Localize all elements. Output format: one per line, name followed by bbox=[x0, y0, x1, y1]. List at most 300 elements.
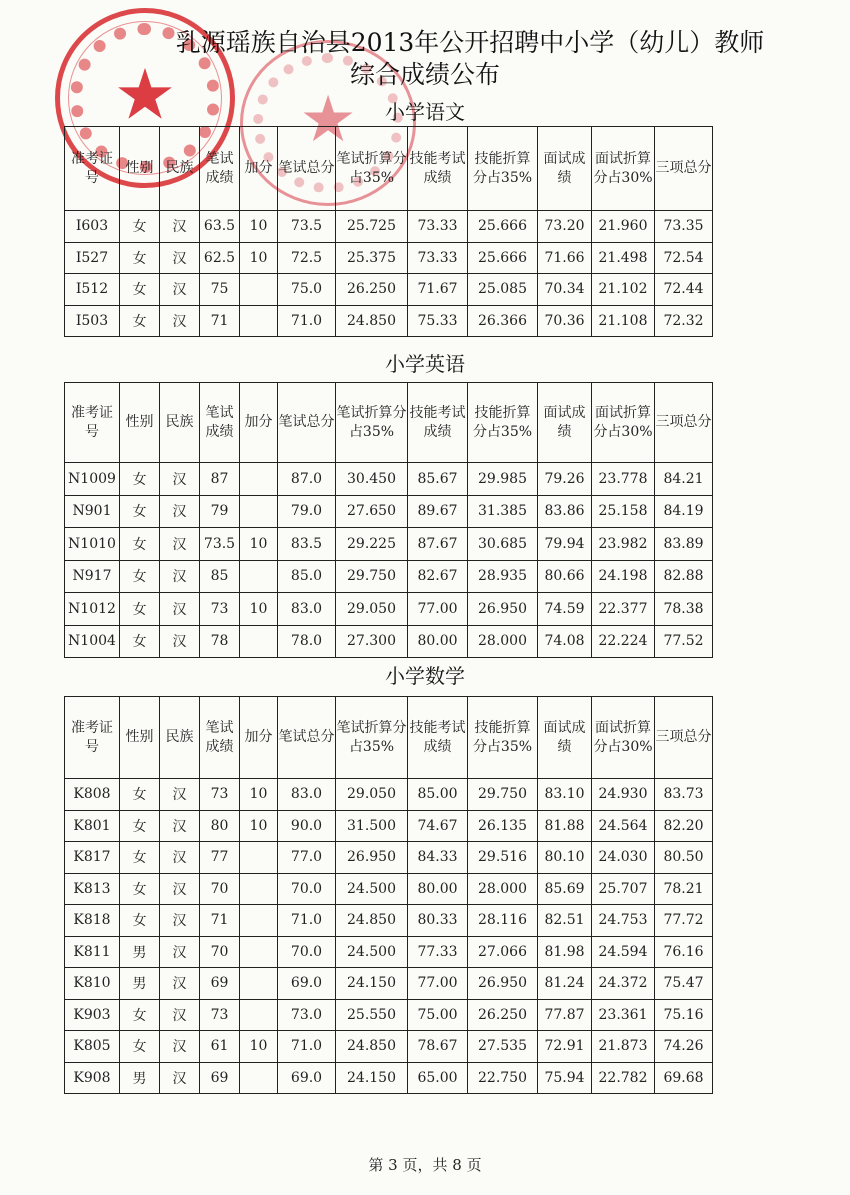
seal-star-icon: ★ bbox=[299, 82, 357, 157]
table-row bbox=[65, 495, 713, 528]
table-cell: 21.960 bbox=[592, 211, 655, 243]
table-cell: 汉 bbox=[160, 779, 200, 811]
table-cell: I503 bbox=[65, 305, 120, 337]
table-cell: 22.377 bbox=[592, 593, 655, 626]
table-cell: 84.21 bbox=[655, 463, 713, 496]
table-cell: 女 bbox=[120, 625, 160, 658]
table-cell: 77.0 bbox=[278, 842, 336, 874]
section-title-chinese: 小学语文 bbox=[385, 100, 465, 124]
table-cell: 87.0 bbox=[278, 463, 336, 496]
table-cell: 30.450 bbox=[336, 463, 408, 496]
column-header: 准考证号 bbox=[65, 127, 120, 211]
table-cell: 71 bbox=[200, 305, 240, 337]
table-cell: 75 bbox=[200, 274, 240, 306]
table-cell: K813 bbox=[65, 873, 120, 905]
table-cell: 69 bbox=[200, 968, 240, 1000]
column-header: 面试折算分占30% bbox=[592, 127, 655, 211]
table-cell: 71 bbox=[200, 905, 240, 937]
seal-star-icon: ★ bbox=[113, 53, 177, 136]
section-title-english: 小学英语 bbox=[385, 352, 465, 376]
table-cell: 81.24 bbox=[538, 968, 592, 1000]
table-cell: 女 bbox=[120, 779, 160, 811]
column-header: 技能折算分占35% bbox=[468, 697, 538, 779]
column-header: 三项总分 bbox=[655, 697, 713, 779]
table-cell: 25.666 bbox=[468, 242, 538, 274]
column-header: 面试成绩 bbox=[538, 383, 592, 463]
table-cell: K801 bbox=[65, 810, 120, 842]
table-cell: 80.00 bbox=[408, 625, 468, 658]
column-header: 技能考试成绩 bbox=[408, 697, 468, 779]
table-cell: 77.00 bbox=[408, 968, 468, 1000]
table-cell: 10 bbox=[240, 593, 278, 626]
table-cell: N1012 bbox=[65, 593, 120, 626]
table-cell: 74.08 bbox=[538, 625, 592, 658]
table-row bbox=[65, 905, 713, 937]
table-cell: 汉 bbox=[160, 593, 200, 626]
table-cell: 75.16 bbox=[655, 999, 713, 1031]
table-cell: 女 bbox=[120, 873, 160, 905]
table-cell: K805 bbox=[65, 1031, 120, 1063]
table-cell: 汉 bbox=[160, 560, 200, 593]
table-cell: 26.950 bbox=[468, 968, 538, 1000]
table-cell: 汉 bbox=[160, 1031, 200, 1063]
table-cell: 77.72 bbox=[655, 905, 713, 937]
table-cell bbox=[240, 905, 278, 937]
table-cell: 24.372 bbox=[592, 968, 655, 1000]
column-header: 民族 bbox=[160, 127, 200, 211]
table-cell: 28.116 bbox=[468, 905, 538, 937]
table-cell: 男 bbox=[120, 968, 160, 1000]
table-cell: 82.20 bbox=[655, 810, 713, 842]
table-cell: 75.33 bbox=[408, 305, 468, 337]
table-cell: 24.753 bbox=[592, 905, 655, 937]
table-cell: 24.594 bbox=[592, 936, 655, 968]
table-row bbox=[65, 463, 713, 496]
table-cell: 70 bbox=[200, 873, 240, 905]
table-cell: 80.66 bbox=[538, 560, 592, 593]
table-cell: 73.20 bbox=[538, 211, 592, 243]
column-header: 面试折算分占30% bbox=[592, 697, 655, 779]
table-cell: 31.500 bbox=[336, 810, 408, 842]
table-cell: 69.0 bbox=[278, 1062, 336, 1094]
table-cell: 女 bbox=[120, 274, 160, 306]
table-cell: 汉 bbox=[160, 968, 200, 1000]
table-cell: 女 bbox=[120, 211, 160, 243]
table-cell: 10 bbox=[240, 528, 278, 561]
table-cell: 83.0 bbox=[278, 593, 336, 626]
table-cell: 10 bbox=[240, 810, 278, 842]
table-cell bbox=[240, 936, 278, 968]
table-cell: 女 bbox=[120, 242, 160, 274]
table-cell: 87.67 bbox=[408, 528, 468, 561]
table-cell: 69 bbox=[200, 1062, 240, 1094]
table-cell: 24.198 bbox=[592, 560, 655, 593]
table-cell: 21.108 bbox=[592, 305, 655, 337]
table-cell: 25.085 bbox=[468, 274, 538, 306]
table-cell: 27.535 bbox=[468, 1031, 538, 1063]
table-cell: 29.985 bbox=[468, 463, 538, 496]
table-cell: 女 bbox=[120, 495, 160, 528]
table-cell: 78.0 bbox=[278, 625, 336, 658]
table-cell: 汉 bbox=[160, 810, 200, 842]
table-cell: 85.67 bbox=[408, 463, 468, 496]
table-cell: 77.87 bbox=[538, 999, 592, 1031]
table-cell: 24.850 bbox=[336, 1031, 408, 1063]
table-cell: 汉 bbox=[160, 905, 200, 937]
table-cell bbox=[240, 495, 278, 528]
table-cell bbox=[240, 305, 278, 337]
column-header: 三项总分 bbox=[655, 127, 713, 211]
table-cell: 25.707 bbox=[592, 873, 655, 905]
table-cell: 24.930 bbox=[592, 779, 655, 811]
table-row bbox=[65, 560, 713, 593]
table-cell: 汉 bbox=[160, 463, 200, 496]
table-cell: 62.5 bbox=[200, 242, 240, 274]
table-row bbox=[65, 842, 713, 874]
column-header: 技能折算分占35% bbox=[468, 383, 538, 463]
table-cell: 汉 bbox=[160, 873, 200, 905]
table-cell: K810 bbox=[65, 968, 120, 1000]
table-row bbox=[65, 274, 713, 306]
table-cell: 25.550 bbox=[336, 999, 408, 1031]
table-cell: 29.225 bbox=[336, 528, 408, 561]
table-header-row bbox=[65, 127, 713, 211]
table-cell: 男 bbox=[120, 936, 160, 968]
table-cell: 77.52 bbox=[655, 625, 713, 658]
column-header: 笔试成绩 bbox=[200, 697, 240, 779]
table-cell: N917 bbox=[65, 560, 120, 593]
table-cell: 73.5 bbox=[278, 211, 336, 243]
table-cell: 29.050 bbox=[336, 593, 408, 626]
column-header: 加分 bbox=[240, 127, 278, 211]
table-cell: 73 bbox=[200, 999, 240, 1031]
table-cell: 23.778 bbox=[592, 463, 655, 496]
table-cell: 汉 bbox=[160, 1062, 200, 1094]
table-cell: 21.873 bbox=[592, 1031, 655, 1063]
table-cell: 74.26 bbox=[655, 1031, 713, 1063]
table-cell: 70.0 bbox=[278, 936, 336, 968]
table-cell: 75.0 bbox=[278, 274, 336, 306]
column-header: 笔试折算分占35% bbox=[336, 383, 408, 463]
table-cell: 汉 bbox=[160, 528, 200, 561]
column-header: 笔试总分 bbox=[278, 697, 336, 779]
table-cell bbox=[240, 842, 278, 874]
table-cell: 29.516 bbox=[468, 842, 538, 874]
table-cell: 72.32 bbox=[655, 305, 713, 337]
table-cell: 72.91 bbox=[538, 1031, 592, 1063]
table-cell: 78.21 bbox=[655, 873, 713, 905]
table-cell: 80.00 bbox=[408, 873, 468, 905]
table-cell: 29.750 bbox=[468, 779, 538, 811]
table-cell: 24.850 bbox=[336, 905, 408, 937]
table-cell: 83.10 bbox=[538, 779, 592, 811]
table-cell: 83.86 bbox=[538, 495, 592, 528]
table-cell: 29.750 bbox=[336, 560, 408, 593]
table-cell: 28.935 bbox=[468, 560, 538, 593]
table-cell: 女 bbox=[120, 593, 160, 626]
table-cell: 84.19 bbox=[655, 495, 713, 528]
table-cell: 24.030 bbox=[592, 842, 655, 874]
table-cell: 79.94 bbox=[538, 528, 592, 561]
table-row bbox=[65, 593, 713, 626]
table-cell: 26.250 bbox=[468, 999, 538, 1031]
table-cell: 83.5 bbox=[278, 528, 336, 561]
table-row bbox=[65, 528, 713, 561]
table-cell: 26.135 bbox=[468, 810, 538, 842]
table-cell: K903 bbox=[65, 999, 120, 1031]
table-cell: 73.35 bbox=[655, 211, 713, 243]
table-cell: 10 bbox=[240, 242, 278, 274]
table-cell: 71.0 bbox=[278, 305, 336, 337]
column-header: 技能考试成绩 bbox=[408, 127, 468, 211]
table-cell: 79 bbox=[200, 495, 240, 528]
table-cell: 28.000 bbox=[468, 625, 538, 658]
table-header-row bbox=[65, 383, 713, 463]
table-cell: 82.51 bbox=[538, 905, 592, 937]
table-cell: 70.36 bbox=[538, 305, 592, 337]
table-cell: 汉 bbox=[160, 242, 200, 274]
column-header: 民族 bbox=[160, 697, 200, 779]
table-cell: K808 bbox=[65, 779, 120, 811]
table-cell: 21.102 bbox=[592, 274, 655, 306]
column-header: 笔试总分 bbox=[278, 383, 336, 463]
table-cell: 25.158 bbox=[592, 495, 655, 528]
table-cell: 85.0 bbox=[278, 560, 336, 593]
table-cell: 73 bbox=[200, 593, 240, 626]
column-header: 笔试总分 bbox=[278, 127, 336, 211]
table-cell: 77.33 bbox=[408, 936, 468, 968]
column-header: 民族 bbox=[160, 383, 200, 463]
score-table-english bbox=[64, 382, 713, 658]
table-row bbox=[65, 242, 713, 274]
table-cell: 77 bbox=[200, 842, 240, 874]
table-cell: 72.5 bbox=[278, 242, 336, 274]
table-cell: 72.54 bbox=[655, 242, 713, 274]
column-header: 性别 bbox=[120, 697, 160, 779]
table-cell: 70 bbox=[200, 936, 240, 968]
table-row bbox=[65, 211, 713, 243]
table-cell: 31.385 bbox=[468, 495, 538, 528]
table-cell: 30.685 bbox=[468, 528, 538, 561]
table-row bbox=[65, 936, 713, 968]
table-cell: 63.5 bbox=[200, 211, 240, 243]
table-cell: 73.0 bbox=[278, 999, 336, 1031]
column-header: 性别 bbox=[120, 383, 160, 463]
table-cell: I527 bbox=[65, 242, 120, 274]
table-cell: 87 bbox=[200, 463, 240, 496]
table-cell: 26.366 bbox=[468, 305, 538, 337]
table-cell: 90.0 bbox=[278, 810, 336, 842]
column-header: 准考证号 bbox=[65, 697, 120, 779]
column-header: 面试折算分占30% bbox=[592, 383, 655, 463]
table-cell: 汉 bbox=[160, 211, 200, 243]
table-cell: N1004 bbox=[65, 625, 120, 658]
table-cell bbox=[240, 274, 278, 306]
table-cell: 73.5 bbox=[200, 528, 240, 561]
table-cell: N1010 bbox=[65, 528, 120, 561]
table-row bbox=[65, 1031, 713, 1063]
table-cell: 71.0 bbox=[278, 1031, 336, 1063]
table-cell: N901 bbox=[65, 495, 120, 528]
table-cell: 10 bbox=[240, 1031, 278, 1063]
table-cell: 81.98 bbox=[538, 936, 592, 968]
table-cell: 24.500 bbox=[336, 873, 408, 905]
table-cell: 78.67 bbox=[408, 1031, 468, 1063]
column-header: 技能折算分占35% bbox=[468, 127, 538, 211]
table-cell: 73.33 bbox=[408, 242, 468, 274]
table-cell: 24.500 bbox=[336, 936, 408, 968]
section-title-math: 小学数学 bbox=[385, 664, 465, 688]
table-cell: 10 bbox=[240, 211, 278, 243]
table-row bbox=[65, 810, 713, 842]
table-cell: 汉 bbox=[160, 842, 200, 874]
table-cell: 77.00 bbox=[408, 593, 468, 626]
table-cell: 27.300 bbox=[336, 625, 408, 658]
table-cell bbox=[240, 1062, 278, 1094]
table-cell: K817 bbox=[65, 842, 120, 874]
table-cell: 28.000 bbox=[468, 873, 538, 905]
table-cell: N1009 bbox=[65, 463, 120, 496]
table-cell: 78.38 bbox=[655, 593, 713, 626]
table-cell: 23.982 bbox=[592, 528, 655, 561]
table-cell: 女 bbox=[120, 305, 160, 337]
table-cell: 80.10 bbox=[538, 842, 592, 874]
table-row bbox=[65, 1062, 713, 1094]
table-cell: 82.88 bbox=[655, 560, 713, 593]
table-cell: 78 bbox=[200, 625, 240, 658]
table-cell: 80.33 bbox=[408, 905, 468, 937]
table-cell: 80.50 bbox=[655, 842, 713, 874]
table-cell: 女 bbox=[120, 842, 160, 874]
page-subtitle: 综合成绩公布 bbox=[349, 60, 500, 89]
table-cell: 26.250 bbox=[336, 274, 408, 306]
column-header: 笔试成绩 bbox=[200, 383, 240, 463]
table-row bbox=[65, 968, 713, 1000]
table-cell: 10 bbox=[240, 779, 278, 811]
table-cell: 82.67 bbox=[408, 560, 468, 593]
table-cell: 75.94 bbox=[538, 1062, 592, 1094]
table-cell: 79.26 bbox=[538, 463, 592, 496]
table-cell: 24.564 bbox=[592, 810, 655, 842]
table-cell: 21.498 bbox=[592, 242, 655, 274]
table-cell: 27.066 bbox=[468, 936, 538, 968]
table-cell: 85 bbox=[200, 560, 240, 593]
table-cell: 22.782 bbox=[592, 1062, 655, 1094]
page-title: 乳源瑶族自治县2013年公开招聘中小学（幼儿）教师 bbox=[175, 28, 765, 57]
table-cell: 女 bbox=[120, 463, 160, 496]
table-cell: 女 bbox=[120, 810, 160, 842]
column-header: 技能考试成绩 bbox=[408, 383, 468, 463]
table-cell: 女 bbox=[120, 528, 160, 561]
column-header: 笔试折算分占35% bbox=[336, 697, 408, 779]
table-cell: 80 bbox=[200, 810, 240, 842]
table-row bbox=[65, 873, 713, 905]
table-cell: 汉 bbox=[160, 936, 200, 968]
table-cell: 84.33 bbox=[408, 842, 468, 874]
table-cell: 22.750 bbox=[468, 1062, 538, 1094]
table-cell: 83.89 bbox=[655, 528, 713, 561]
table-cell: 65.00 bbox=[408, 1062, 468, 1094]
table-cell bbox=[240, 463, 278, 496]
table-cell: K908 bbox=[65, 1062, 120, 1094]
column-header: 加分 bbox=[240, 383, 278, 463]
table-cell: 71.0 bbox=[278, 905, 336, 937]
table-cell bbox=[240, 625, 278, 658]
table-cell: 女 bbox=[120, 560, 160, 593]
table-cell: 女 bbox=[120, 905, 160, 937]
table-row bbox=[65, 625, 713, 658]
column-header: 笔试成绩 bbox=[200, 127, 240, 211]
table-cell: 汉 bbox=[160, 305, 200, 337]
table-cell: 25.725 bbox=[336, 211, 408, 243]
table-row bbox=[65, 999, 713, 1031]
table-cell: 男 bbox=[120, 1062, 160, 1094]
table-cell: 70.0 bbox=[278, 873, 336, 905]
table-cell: 73 bbox=[200, 779, 240, 811]
column-header: 面试成绩 bbox=[538, 697, 592, 779]
table-cell: 71.67 bbox=[408, 274, 468, 306]
table-cell: 85.69 bbox=[538, 873, 592, 905]
table-cell: 85.00 bbox=[408, 779, 468, 811]
page-footer: 第 3 页，共 8 页 bbox=[368, 1156, 482, 1174]
table-cell: 22.224 bbox=[592, 625, 655, 658]
table-cell: 69.68 bbox=[655, 1062, 713, 1094]
column-header: 笔试折算分占35% bbox=[336, 127, 408, 211]
table-cell: 69.0 bbox=[278, 968, 336, 1000]
table-cell: 81.88 bbox=[538, 810, 592, 842]
table-cell: 71.66 bbox=[538, 242, 592, 274]
table-cell: I512 bbox=[65, 274, 120, 306]
table-header-row bbox=[65, 697, 713, 779]
score-table-math bbox=[64, 696, 713, 1094]
table-cell: 23.361 bbox=[592, 999, 655, 1031]
table-cell: 29.050 bbox=[336, 779, 408, 811]
table-cell bbox=[240, 999, 278, 1031]
table-cell: 女 bbox=[120, 1031, 160, 1063]
table-cell: 汉 bbox=[160, 625, 200, 658]
table-cell: 72.44 bbox=[655, 274, 713, 306]
table-cell: 汉 bbox=[160, 999, 200, 1031]
column-header: 三项总分 bbox=[655, 383, 713, 463]
table-cell: 24.150 bbox=[336, 1062, 408, 1094]
table-cell bbox=[240, 968, 278, 1000]
table-row bbox=[65, 305, 713, 337]
table-cell: 27.650 bbox=[336, 495, 408, 528]
column-header: 面试成绩 bbox=[538, 127, 592, 211]
table-cell: 26.950 bbox=[336, 842, 408, 874]
table-row bbox=[65, 779, 713, 811]
table-cell: K818 bbox=[65, 905, 120, 937]
table-cell: 24.150 bbox=[336, 968, 408, 1000]
table-cell bbox=[240, 873, 278, 905]
score-table-chinese bbox=[64, 126, 713, 337]
column-header: 加分 bbox=[240, 697, 278, 779]
table-cell: 26.950 bbox=[468, 593, 538, 626]
table-cell: 24.850 bbox=[336, 305, 408, 337]
table-cell: 75.00 bbox=[408, 999, 468, 1031]
table-cell: 25.375 bbox=[336, 242, 408, 274]
table-cell bbox=[240, 560, 278, 593]
table-cell: 74.59 bbox=[538, 593, 592, 626]
table-cell: 汉 bbox=[160, 495, 200, 528]
table-cell: 70.34 bbox=[538, 274, 592, 306]
table-cell: 74.67 bbox=[408, 810, 468, 842]
table-cell: 61 bbox=[200, 1031, 240, 1063]
column-header: 性别 bbox=[120, 127, 160, 211]
table-cell: 女 bbox=[120, 999, 160, 1031]
table-cell: 25.666 bbox=[468, 211, 538, 243]
table-cell: 83.0 bbox=[278, 779, 336, 811]
